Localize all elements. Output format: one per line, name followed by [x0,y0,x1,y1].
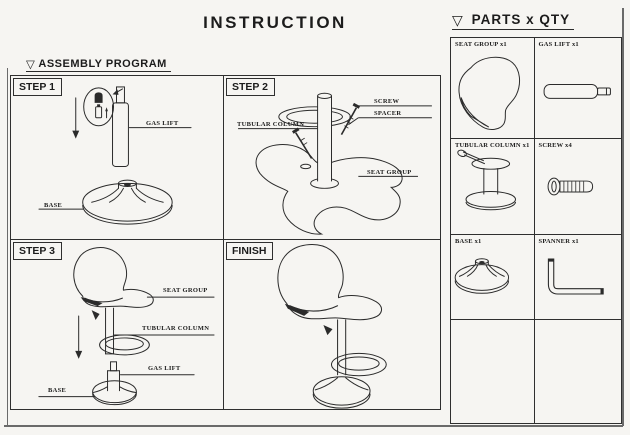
finish-label: FINISH [226,242,273,260]
step1-cell [11,76,224,240]
part-cell-seat-group [451,38,535,139]
part-label-seat-group: SEAT GROUP x1 [455,41,507,48]
step1-label: STEP 1 [13,78,62,96]
part-cell-spanner [535,235,622,320]
tubular-column-drawing [451,139,534,234]
down-triangle-icon: ▽ [26,58,36,71]
callout-gas-lift: GAS LIFT [146,120,179,127]
assembly-table [10,75,441,410]
part-cell-tubular-column [451,139,535,235]
gas-lift-drawing [535,38,622,138]
part-label-base: BASE x1 [455,238,482,245]
callout-gas-lift: GAS LIFT [148,365,181,372]
assembly-heading-text: ASSEMBLY PROGRAM [38,58,167,70]
step2-cell [224,76,440,240]
part-cell-screw [535,139,622,235]
step2-diagram [224,76,440,239]
parts-heading [452,12,574,30]
callout-screw: SCREW [374,98,400,105]
down-triangle-icon: ▽ [452,12,464,29]
step3-label: STEP 3 [13,242,62,260]
part-label-screw: SCREW x4 [538,142,572,149]
page-edge-left [7,68,8,425]
spanner-drawing [535,235,622,319]
page-title: INSTRUCTION [203,13,347,32]
part-cell-empty-left [451,320,535,423]
part-label-spanner: SPANNER x1 [538,238,579,245]
parts-table [450,37,622,424]
part-label-tubular-column: TUBULAR COLUMN x1 [455,142,530,149]
page-edge-right [622,8,624,426]
callout-tubular-column: TUBULAR COLUMN [142,325,210,332]
callout-tubular-column: TUBULAR COLUMN [237,121,305,128]
callout-seat-group: SEAT GROUP [367,169,412,176]
finish-cell [224,240,440,409]
step2-label: STEP 2 [226,78,275,96]
part-cell-empty-right [535,320,622,423]
callout-seat-group: SEAT GROUP [163,287,208,294]
part-cell-gas-lift [535,38,622,139]
base-drawing [451,235,534,319]
callout-base: BASE [48,387,67,394]
assembly-heading [26,56,171,72]
callout-spacer: SPACER [374,110,402,117]
step1-diagram [11,76,223,239]
parts-heading-text: PARTS x QTY [471,12,571,27]
part-label-gas-lift: GAS LIFT x1 [538,41,579,48]
seat-group-drawing [451,38,534,138]
page-edge-bottom [4,425,623,427]
step3-cell [11,240,224,409]
callout-base: BASE [44,202,63,209]
finish-diagram [224,240,440,409]
screw-drawing [535,139,622,234]
part-cell-base [451,235,535,320]
